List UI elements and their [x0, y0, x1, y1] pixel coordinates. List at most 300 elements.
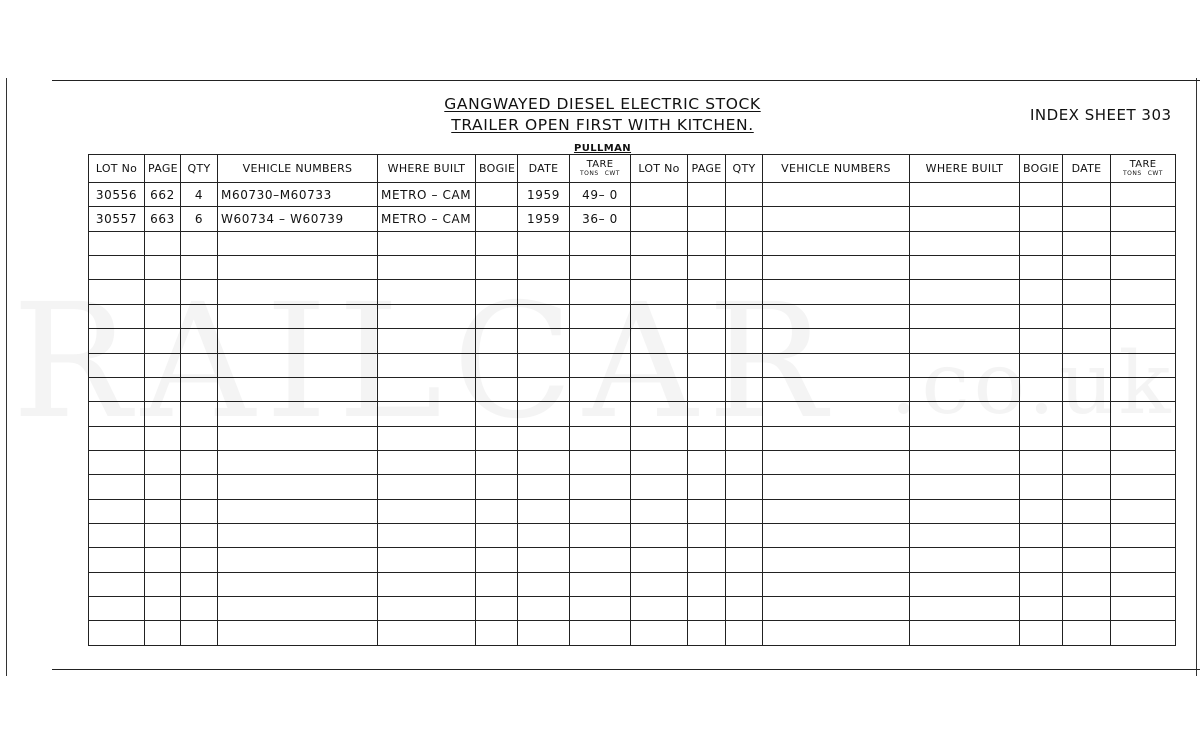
empty-cell [218, 475, 378, 499]
empty-cell [145, 256, 181, 280]
empty-cell [570, 231, 631, 255]
empty-cell [726, 524, 763, 548]
empty-cell [145, 426, 181, 450]
header-cwt: CWT [604, 169, 620, 177]
empty-cell [1020, 450, 1063, 474]
empty-cell [89, 256, 145, 280]
empty-cell [145, 499, 181, 523]
header-tare [570, 155, 631, 183]
empty-cell [726, 475, 763, 499]
empty-cell [631, 475, 688, 499]
cell-tare: 36– 0 [570, 207, 631, 231]
empty-cell [726, 499, 763, 523]
empty-cell [910, 304, 1020, 328]
empty-cell [763, 207, 910, 231]
empty-cell [1020, 402, 1063, 426]
cell-where-built: METRO – CAM [378, 183, 476, 207]
title-line-1: GANGWAYED DIESEL ELECTRIC STOCK [444, 95, 761, 113]
empty-cell [726, 621, 763, 646]
empty-cell [378, 353, 476, 377]
empty-cell [1063, 353, 1111, 377]
empty-cell [763, 353, 910, 377]
empty-cell [1111, 377, 1176, 401]
empty-cell [1020, 207, 1063, 231]
table-row [89, 475, 1176, 499]
table-row [89, 183, 1176, 207]
empty-cell [570, 426, 631, 450]
header-bogie: BOGIE [476, 155, 518, 183]
empty-cell [631, 207, 688, 231]
empty-cell [726, 450, 763, 474]
empty-cell [570, 475, 631, 499]
empty-cell [89, 597, 145, 621]
empty-cell [631, 524, 688, 548]
empty-cell [218, 402, 378, 426]
table-row [89, 377, 1176, 401]
table-row [89, 450, 1176, 474]
register-body [89, 183, 1176, 646]
index-sheet-number: INDEX SHEET 303 [1030, 106, 1172, 124]
empty-cell [688, 280, 726, 304]
empty-cell [1063, 524, 1111, 548]
empty-cell [476, 499, 518, 523]
empty-cell [518, 572, 570, 596]
cell-bogie [476, 207, 518, 231]
empty-cell [688, 183, 726, 207]
empty-cell [910, 572, 1020, 596]
empty-cell [910, 402, 1020, 426]
empty-cell [688, 426, 726, 450]
empty-cell [631, 183, 688, 207]
empty-cell [726, 280, 763, 304]
empty-cell [518, 597, 570, 621]
header-bogie-right: BOGIE [1020, 155, 1063, 183]
empty-cell [518, 475, 570, 499]
empty-cell [688, 475, 726, 499]
empty-cell [726, 183, 763, 207]
empty-cell [688, 402, 726, 426]
cell-vehicle-numbers: W60734 – W60739 [218, 207, 378, 231]
empty-cell [89, 450, 145, 474]
cell-qty: 6 [181, 207, 218, 231]
empty-cell [181, 353, 218, 377]
header-tare-label-right: TARE [1129, 158, 1157, 170]
empty-cell [378, 499, 476, 523]
empty-cell [726, 377, 763, 401]
empty-cell [89, 377, 145, 401]
empty-cell [518, 304, 570, 328]
header-tons: TONS [580, 169, 599, 177]
empty-cell [688, 621, 726, 646]
empty-cell [181, 304, 218, 328]
subtitle: PULLMAN [573, 143, 632, 154]
empty-cell [910, 499, 1020, 523]
empty-cell [476, 280, 518, 304]
empty-cell [1111, 304, 1176, 328]
table-row [89, 231, 1176, 255]
empty-cell [763, 231, 910, 255]
empty-cell [145, 304, 181, 328]
empty-cell [910, 183, 1020, 207]
empty-cell [763, 402, 910, 426]
empty-cell [476, 304, 518, 328]
table-row [89, 402, 1176, 426]
empty-cell [1063, 183, 1111, 207]
empty-cell [89, 402, 145, 426]
empty-cell [145, 572, 181, 596]
empty-cell [570, 402, 631, 426]
empty-cell [378, 231, 476, 255]
empty-cell [145, 450, 181, 474]
header-row [89, 155, 1176, 183]
empty-cell [378, 329, 476, 353]
empty-cell [1111, 353, 1176, 377]
empty-cell [570, 353, 631, 377]
empty-cell [518, 426, 570, 450]
empty-cell [910, 426, 1020, 450]
empty-cell [378, 548, 476, 572]
empty-cell [631, 353, 688, 377]
header-tare-label: TARE [586, 158, 614, 170]
header-date: DATE [518, 155, 570, 183]
empty-cell [688, 548, 726, 572]
empty-cell [89, 524, 145, 548]
empty-cell [688, 353, 726, 377]
empty-cell [378, 597, 476, 621]
empty-cell [145, 353, 181, 377]
table-row [89, 621, 1176, 646]
empty-cell [89, 426, 145, 450]
table-row [89, 280, 1176, 304]
empty-cell [476, 450, 518, 474]
empty-cell [631, 499, 688, 523]
empty-cell [910, 280, 1020, 304]
empty-cell [688, 207, 726, 231]
empty-cell [89, 621, 145, 646]
empty-cell [476, 426, 518, 450]
cell-lot-no: 30557 [89, 207, 145, 231]
empty-cell [763, 256, 910, 280]
table-row [89, 572, 1176, 596]
empty-cell [1020, 548, 1063, 572]
cell-bogie [476, 183, 518, 207]
empty-cell [181, 475, 218, 499]
empty-cell [145, 548, 181, 572]
empty-cell [688, 377, 726, 401]
empty-cell [1063, 377, 1111, 401]
empty-cell [518, 450, 570, 474]
cell-where-built: METRO – CAM [378, 207, 476, 231]
empty-cell [218, 524, 378, 548]
empty-cell [181, 450, 218, 474]
empty-cell [1063, 256, 1111, 280]
empty-cell [1063, 231, 1111, 255]
empty-cell [631, 548, 688, 572]
empty-cell [726, 256, 763, 280]
empty-cell [518, 256, 570, 280]
empty-cell [1111, 183, 1176, 207]
empty-cell [570, 304, 631, 328]
table-row [89, 524, 1176, 548]
empty-cell [145, 377, 181, 401]
empty-cell [476, 256, 518, 280]
empty-cell [1111, 207, 1176, 231]
header-where-built: WHERE BUILT [378, 155, 476, 183]
empty-cell [89, 475, 145, 499]
empty-cell [1063, 402, 1111, 426]
empty-cell [763, 183, 910, 207]
table-row [89, 304, 1176, 328]
empty-cell [1020, 329, 1063, 353]
empty-cell [181, 231, 218, 255]
empty-cell [763, 304, 910, 328]
empty-cell [1111, 499, 1176, 523]
empty-cell [1111, 329, 1176, 353]
empty-cell [631, 280, 688, 304]
table-row [89, 353, 1176, 377]
empty-cell [181, 329, 218, 353]
empty-cell [1063, 329, 1111, 353]
cell-tare: 49– 0 [570, 183, 631, 207]
empty-cell [476, 548, 518, 572]
empty-cell [181, 524, 218, 548]
empty-cell [1111, 402, 1176, 426]
empty-cell [518, 402, 570, 426]
empty-cell [763, 572, 910, 596]
header-tare-right [1111, 155, 1176, 183]
empty-cell [570, 256, 631, 280]
empty-cell [145, 329, 181, 353]
cell-qty: 4 [181, 183, 218, 207]
empty-cell [218, 329, 378, 353]
empty-cell [570, 621, 631, 646]
cell-page: 662 [145, 183, 181, 207]
empty-cell [476, 231, 518, 255]
empty-cell [89, 499, 145, 523]
empty-cell [218, 499, 378, 523]
empty-cell [1111, 524, 1176, 548]
empty-cell [1111, 597, 1176, 621]
empty-cell [726, 231, 763, 255]
empty-cell [181, 548, 218, 572]
empty-cell [570, 548, 631, 572]
empty-cell [688, 524, 726, 548]
empty-cell [1111, 256, 1176, 280]
empty-cell [763, 450, 910, 474]
empty-cell [910, 548, 1020, 572]
empty-cell [910, 524, 1020, 548]
header-qty: QTY [181, 155, 218, 183]
empty-cell [378, 377, 476, 401]
empty-cell [631, 402, 688, 426]
empty-cell [726, 353, 763, 377]
empty-cell [631, 231, 688, 255]
empty-cell [570, 572, 631, 596]
empty-cell [476, 329, 518, 353]
empty-cell [378, 572, 476, 596]
title-line-2: TRAILER OPEN FIRST WITH KITCHEN. [451, 116, 754, 134]
empty-cell [1020, 377, 1063, 401]
empty-cell [518, 353, 570, 377]
empty-cell [476, 572, 518, 596]
empty-cell [476, 377, 518, 401]
empty-cell [1020, 256, 1063, 280]
empty-cell [631, 450, 688, 474]
empty-cell [218, 597, 378, 621]
empty-cell [1020, 353, 1063, 377]
header-cwt-right: CWT [1147, 169, 1163, 177]
empty-cell [181, 621, 218, 646]
empty-cell [1111, 572, 1176, 596]
empty-cell [518, 231, 570, 255]
empty-cell [145, 402, 181, 426]
empty-cell [1020, 426, 1063, 450]
empty-cell [763, 524, 910, 548]
empty-cell [476, 621, 518, 646]
empty-cell [688, 572, 726, 596]
header-lot-no: LOT No [89, 155, 145, 183]
empty-cell [910, 450, 1020, 474]
header-vehicle-numbers: VEHICLE NUMBERS [218, 155, 378, 183]
empty-cell [1111, 621, 1176, 646]
empty-cell [476, 475, 518, 499]
empty-cell [726, 548, 763, 572]
empty-cell [763, 280, 910, 304]
empty-cell [910, 353, 1020, 377]
empty-cell [1020, 183, 1063, 207]
empty-cell [145, 524, 181, 548]
empty-cell [763, 548, 910, 572]
empty-cell [89, 329, 145, 353]
empty-cell [1063, 572, 1111, 596]
empty-cell [1063, 426, 1111, 450]
empty-cell [726, 329, 763, 353]
cell-date: 1959 [518, 207, 570, 231]
header-lot-no-right: LOT No [631, 155, 688, 183]
empty-cell [218, 426, 378, 450]
table-row [89, 329, 1176, 353]
empty-cell [89, 572, 145, 596]
empty-cell [1063, 280, 1111, 304]
empty-cell [570, 450, 631, 474]
empty-cell [1020, 304, 1063, 328]
cell-date: 1959 [518, 183, 570, 207]
empty-cell [1111, 280, 1176, 304]
empty-cell [688, 329, 726, 353]
empty-cell [631, 377, 688, 401]
empty-cell [1063, 207, 1111, 231]
empty-cell [570, 377, 631, 401]
empty-cell [910, 475, 1020, 499]
cell-vehicle-numbers: M60730–M60733 [218, 183, 378, 207]
empty-cell [218, 353, 378, 377]
empty-cell [476, 597, 518, 621]
empty-cell [181, 256, 218, 280]
header-tons-right: TONS [1123, 169, 1142, 177]
table-row [89, 426, 1176, 450]
empty-cell [910, 621, 1020, 646]
empty-cell [1111, 450, 1176, 474]
header-qty-right: QTY [726, 155, 763, 183]
empty-cell [518, 548, 570, 572]
empty-cell [378, 304, 476, 328]
empty-cell [763, 475, 910, 499]
empty-cell [1063, 499, 1111, 523]
empty-cell [181, 402, 218, 426]
empty-cell [570, 329, 631, 353]
empty-cell [218, 256, 378, 280]
lot-register-table [88, 154, 1176, 646]
header-date-right: DATE [1063, 155, 1111, 183]
table-row [89, 597, 1176, 621]
empty-cell [570, 524, 631, 548]
empty-cell [218, 304, 378, 328]
empty-cell [89, 280, 145, 304]
header-where-built-right: WHERE BUILT [910, 155, 1020, 183]
header-vehicle-numbers-right: VEHICLE NUMBERS [763, 155, 910, 183]
empty-cell [518, 329, 570, 353]
empty-cell [1020, 475, 1063, 499]
empty-cell [726, 426, 763, 450]
empty-cell [631, 426, 688, 450]
table-row [89, 548, 1176, 572]
empty-cell [89, 548, 145, 572]
empty-cell [378, 402, 476, 426]
empty-cell [726, 597, 763, 621]
empty-cell [378, 524, 476, 548]
empty-cell [518, 499, 570, 523]
empty-cell [631, 621, 688, 646]
empty-cell [763, 597, 910, 621]
empty-cell [181, 572, 218, 596]
empty-cell [688, 231, 726, 255]
empty-cell [218, 548, 378, 572]
empty-cell [378, 426, 476, 450]
sheet-left-edge [6, 78, 7, 676]
header-page: PAGE [145, 155, 181, 183]
empty-cell [89, 353, 145, 377]
header-page-right: PAGE [688, 155, 726, 183]
empty-cell [910, 329, 1020, 353]
empty-cell [145, 621, 181, 646]
empty-cell [910, 207, 1020, 231]
empty-cell [688, 256, 726, 280]
empty-cell [688, 499, 726, 523]
empty-cell [1111, 475, 1176, 499]
empty-cell [1020, 499, 1063, 523]
empty-cell [1063, 597, 1111, 621]
empty-cell [1020, 524, 1063, 548]
table-row [89, 499, 1176, 523]
empty-cell [181, 280, 218, 304]
empty-cell [145, 597, 181, 621]
empty-cell [476, 402, 518, 426]
empty-cell [570, 499, 631, 523]
empty-cell [1063, 475, 1111, 499]
empty-cell [1063, 450, 1111, 474]
empty-cell [1111, 426, 1176, 450]
empty-cell [378, 475, 476, 499]
empty-cell [763, 329, 910, 353]
cell-page: 663 [145, 207, 181, 231]
empty-cell [688, 597, 726, 621]
empty-cell [378, 256, 476, 280]
empty-cell [218, 231, 378, 255]
cell-lot-no: 30556 [89, 183, 145, 207]
empty-cell [378, 450, 476, 474]
empty-cell [1111, 548, 1176, 572]
empty-cell [218, 377, 378, 401]
